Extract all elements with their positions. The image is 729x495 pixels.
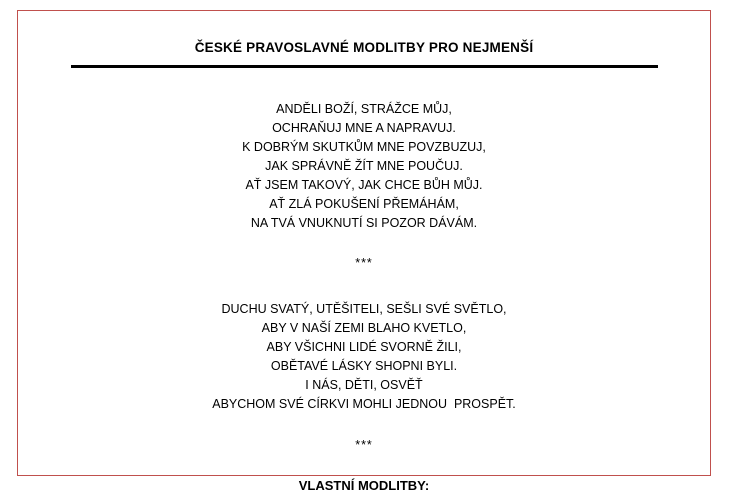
- prayer-line: DUCHU SVATÝ, UTĚŠITELI, SEŠLI SVÉ SVĚTLO,: [221, 302, 507, 317]
- prayer-line: NA TVÁ VNUKNUTÍ SI POZOR DÁVÁM.: [250, 216, 478, 231]
- prayer-line: OBĚTAVÉ LÁSKY SHOPNI BYLI.: [270, 359, 458, 374]
- prayer-line: ABY VŠICHNI LIDÉ SVORNĚ ŽILI,: [266, 340, 462, 355]
- prayer-line: I NÁS, DĚTI, OSVĚŤ: [305, 378, 423, 393]
- section-separator: ***: [355, 256, 373, 271]
- title-divider: [71, 65, 658, 68]
- section-separator: ***: [355, 438, 373, 453]
- prayer-line: OCHRAŇUJ MNE A NAPRAVUJ.: [272, 121, 456, 136]
- footer-heading: VLASTNÍ MODLITBY:: [298, 478, 430, 494]
- prayer-line: ABYCHOM SVÉ CÍRKVI MOHLI JEDNOU PROSPĚT.: [212, 397, 516, 412]
- prayer-line: ABY V NAŠÍ ZEMI BLAHO KVETLO,: [261, 321, 467, 336]
- prayer-line: AŤ JSEM TAKOVÝ, JAK CHCE BŮH MŮJ.: [245, 178, 483, 193]
- document-content: [17, 10, 711, 494]
- page-title: ČESKÉ PRAVOSLAVNÉ MODLITBY PRO NEJMENŠÍ: [194, 40, 534, 55]
- prayer-line: K DOBRÝM SKUTKŮM MNE POVZBUZUJ,: [242, 140, 486, 155]
- prayer-two-block: [17, 300, 711, 414]
- prayer-line: JAK SPRÁVNĚ ŽÍT MNE POUČUJ.: [265, 159, 463, 174]
- prayer-line: ANDĚLI BOŽÍ, STRÁŽCE MŮJ,: [276, 102, 452, 117]
- prayer-line: AŤ ZLÁ POKUŠENÍ PŘEMÁHÁM,: [269, 197, 459, 212]
- prayer-one-block: [17, 100, 711, 233]
